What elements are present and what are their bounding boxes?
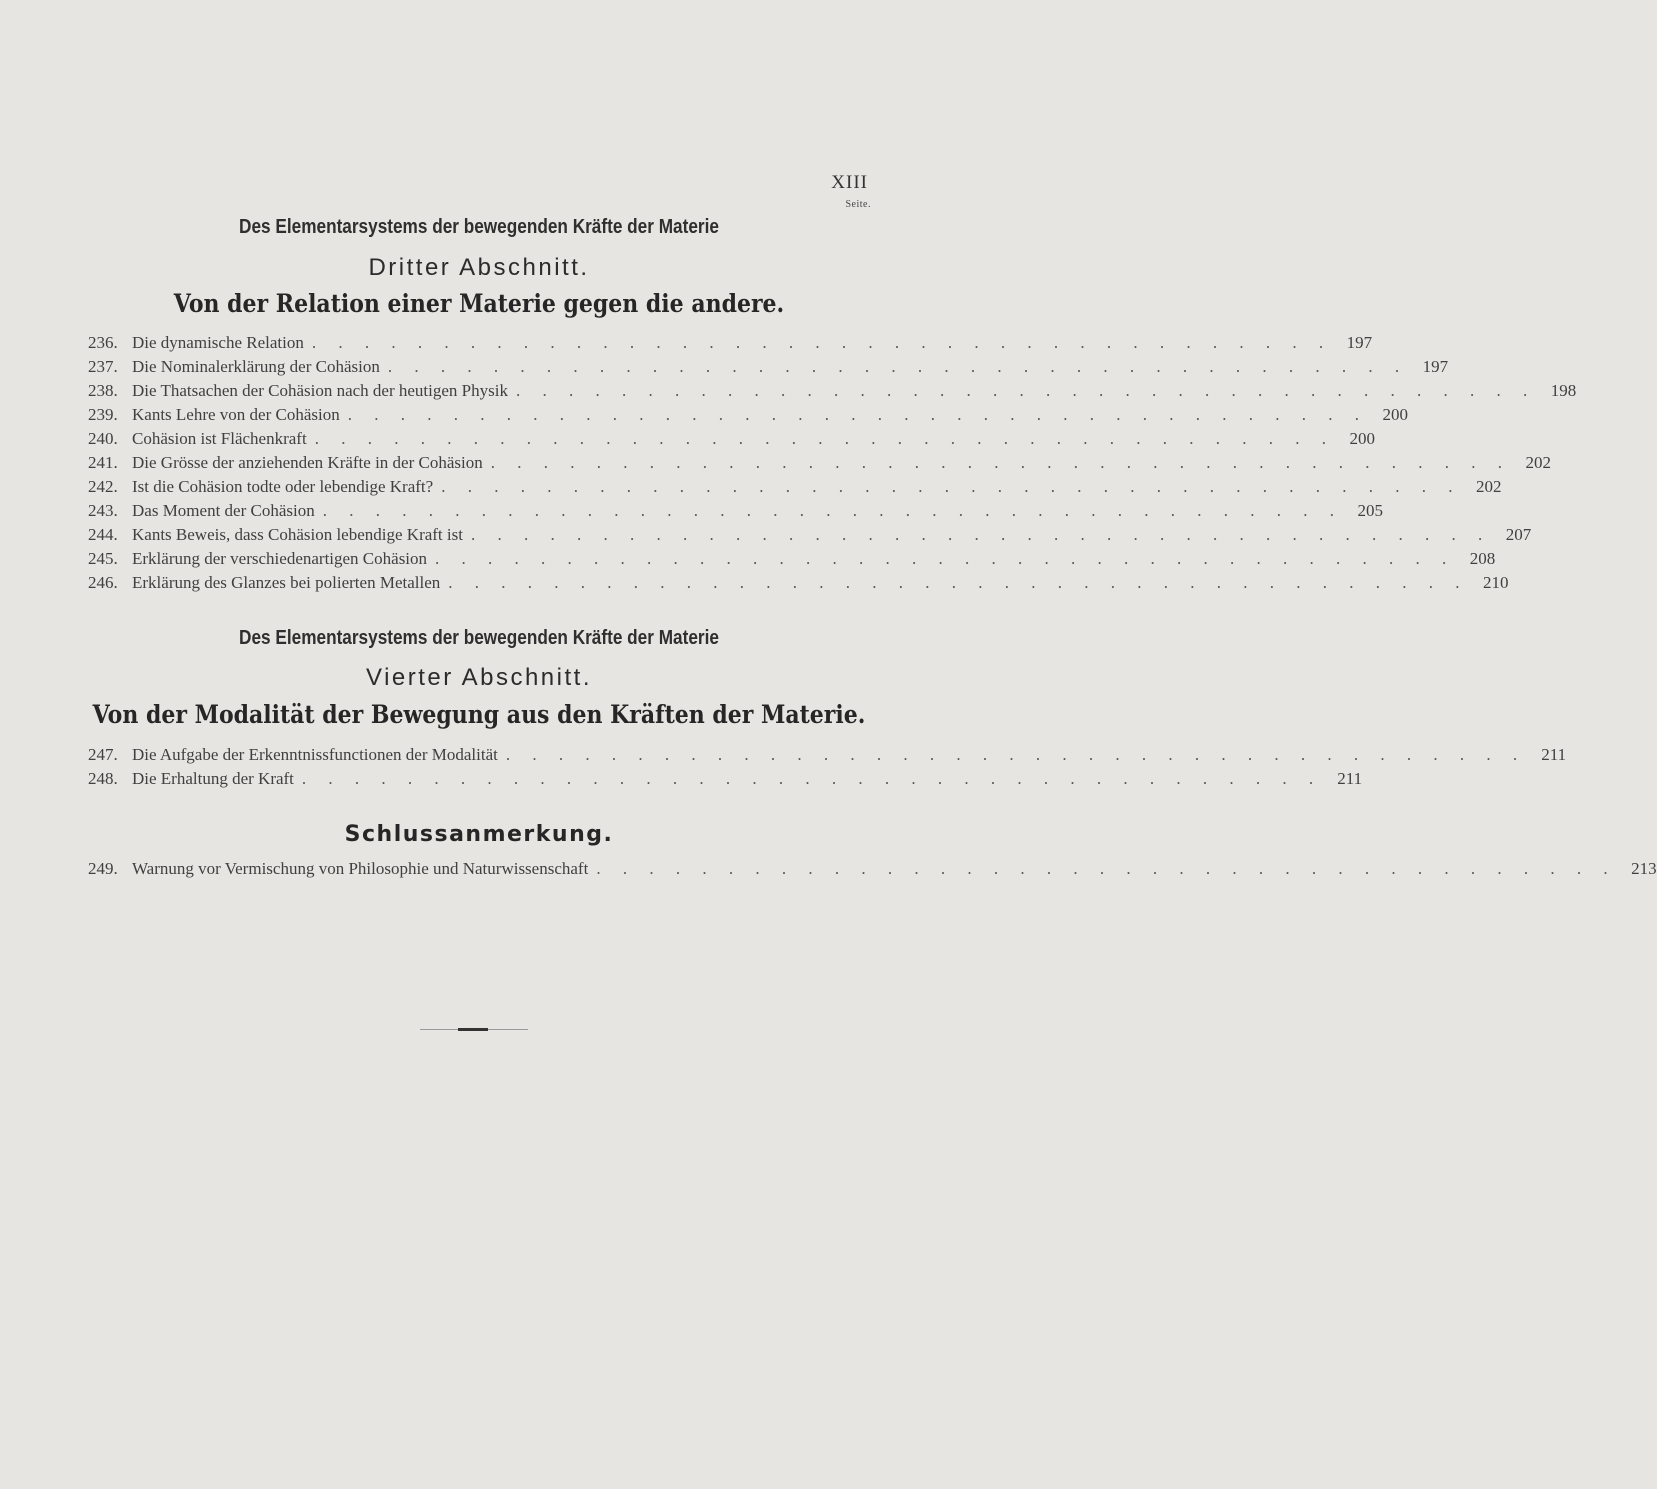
toc-entry[interactable] bbox=[88, 453, 1551, 477]
entry-title: Kants Beweis, dass Cohäsion lebendige Kraft ist bbox=[132, 525, 463, 544]
toc-entry[interactable] bbox=[88, 745, 1567, 769]
entry-page: 213 bbox=[1631, 859, 1657, 878]
abschnitt-title-section-4: Vierter Abschnitt. bbox=[366, 664, 592, 691]
entry-title: Die Grösse der anziehenden Kräfte in der Cohäsion bbox=[132, 453, 483, 472]
entry-number: 243. bbox=[88, 501, 118, 520]
entry-title: Die dynamische Relation bbox=[132, 333, 304, 352]
dot-leader: . . . . . . . . . . . . . . . . . . . . . . . . . . . . . . . . . . . . . . . bbox=[470, 525, 1492, 544]
entry-number: 240. bbox=[88, 429, 118, 448]
entry-title: Ist die Cohäsion todte oder lebendige Kraft? bbox=[132, 477, 434, 496]
abschnitt-title-section-3: Dritter Abschnitt. bbox=[368, 254, 590, 281]
entry-page: 207 bbox=[1505, 525, 1532, 544]
toc-entry[interactable] bbox=[88, 357, 1449, 381]
toc-entry[interactable] bbox=[88, 477, 1502, 501]
entry-number: 241. bbox=[88, 453, 118, 472]
dot-leader: . . . . . . . . . . . . . . . . . . . . . . . . . . . . . . . . . . . . . . . bbox=[311, 333, 1333, 352]
entry-page: 211 bbox=[1541, 745, 1567, 764]
entry-number: 236. bbox=[88, 333, 118, 352]
entry-page: 202 bbox=[1525, 453, 1551, 472]
toc-entry[interactable] bbox=[88, 525, 1532, 549]
toc-entry[interactable] bbox=[88, 859, 1657, 883]
entry-title: Die Nominalerklärung der Cohäsion bbox=[132, 357, 380, 376]
entry-number: 246. bbox=[88, 573, 118, 592]
entry-number: 247. bbox=[88, 745, 118, 764]
entry-number: 249. bbox=[88, 859, 118, 878]
dot-leader: . . . . . . . . . . . . . . . . . . . . . . . . . . . . . . . . . . . . . . . bbox=[490, 453, 1511, 472]
dot-leader: . . . . . . . . . . . . . . . . . . . . . . . . . . . . . . . . . . . . . . . bbox=[314, 429, 1335, 448]
entry-page: 200 bbox=[1349, 429, 1375, 448]
heading-schlussanmerkung: Schlussanmerkung. bbox=[344, 822, 614, 847]
toc-entry[interactable] bbox=[88, 405, 1408, 429]
dot-leader: . . . . . . . . . . . . . . . . . . . . . . . . . . . . . . . . . . . . . . . bbox=[448, 573, 1469, 592]
dot-leader: . . . . . . . . . . . . . . . . . . . . . . . . . . . . . . . . . . . . . . . bbox=[441, 477, 1462, 496]
dot-leader: . . . . . . . . . . . . . . . . . . . . . . . . . . . . . . . . . . . . . . . bbox=[505, 745, 1527, 764]
dot-leader: . . . . . . . . . . . . . . . . . . . . . . . . . . . . . . . . . . . . . . . bbox=[596, 859, 1617, 878]
dot-leader: . . . . . . . . . . . . . . . . . . . . . . . . . . . . . . . . . . . . . . . bbox=[322, 501, 1343, 520]
entry-page: 205 bbox=[1357, 501, 1383, 520]
entry-page: 211 bbox=[1337, 769, 1363, 788]
heading-section-4: Von der Modalität der Bewegung aus den Kräften der Materie. bbox=[92, 700, 866, 729]
entry-title: Die Thatsachen der Cohäsion nach der heutigen Physik bbox=[132, 381, 508, 400]
entry-number: 242. bbox=[88, 477, 118, 496]
toc-entry[interactable] bbox=[88, 769, 1363, 793]
heading-section-3: Von der Relation einer Materie gegen die andere. bbox=[173, 289, 785, 318]
entry-page: 197 bbox=[1422, 357, 1449, 376]
entry-page: 210 bbox=[1483, 573, 1509, 592]
dot-leader: . . . . . . . . . . . . . . . . . . . . . . . . . . . . . . . . . . . . . . . bbox=[347, 405, 1368, 424]
dot-leader: . . . . . . . . . . . . . . . . . . . . . . . . . . . . . . . . . . . . . . . bbox=[387, 357, 1409, 376]
series-title-section-4: Des Elementarsystems der bewegenden Kräfte der Materie bbox=[239, 627, 719, 649]
toc-entry[interactable] bbox=[88, 429, 1375, 453]
entry-page: 197 bbox=[1346, 333, 1373, 352]
entry-title: Cohäsion ist Flächenkraft bbox=[132, 429, 307, 448]
entry-title: Kants Lehre von der Cohäsion bbox=[132, 405, 340, 424]
toc-entry[interactable] bbox=[88, 573, 1509, 597]
entry-page: 208 bbox=[1469, 549, 1496, 568]
dot-leader: . . . . . . . . . . . . . . . . . . . . . . . . . . . . . . . . . . . . . . . bbox=[301, 769, 1323, 788]
toc-list-closing bbox=[88, 859, 1657, 883]
entry-title: Das Moment der Cohäsion bbox=[132, 501, 315, 520]
entry-number: 244. bbox=[88, 525, 118, 544]
entry-number: 237. bbox=[88, 357, 118, 376]
entry-title: Erklärung des Glanzes bei polierten Metallen bbox=[132, 573, 441, 592]
entry-number: 238. bbox=[88, 381, 118, 400]
entry-number: 245. bbox=[88, 549, 118, 568]
entry-page: 200 bbox=[1382, 405, 1408, 424]
entry-page: 198 bbox=[1550, 381, 1577, 400]
dot-leader: . . . . . . . . . . . . . . . . . . . . . . . . . . . . . . . . . . . . . . . bbox=[515, 381, 1537, 400]
entry-title: Warnung vor Vermischung von Philosophie und Naturwissenschaft bbox=[132, 859, 589, 878]
toc-entry[interactable] bbox=[88, 549, 1496, 573]
dot-leader: . . . . . . . . . . . . . . . . . . . . . . . . . . . . . . . . . . . . . . . bbox=[435, 549, 1456, 568]
toc-entry[interactable] bbox=[88, 381, 1577, 405]
entry-page: 202 bbox=[1475, 477, 1502, 496]
toc-entry[interactable] bbox=[88, 333, 1373, 357]
seite-column-label: Seite. bbox=[845, 199, 871, 210]
entry-number: 248. bbox=[88, 769, 118, 788]
closing-rule-accent bbox=[458, 1028, 488, 1031]
entry-number: 239. bbox=[88, 405, 118, 424]
entry-title: Die Erhaltung der Kraft bbox=[132, 769, 294, 788]
entry-title: Erklärung der verschiedenartigen Cohäsion bbox=[132, 549, 428, 568]
toc-entry[interactable] bbox=[88, 501, 1383, 525]
toc-list-section-3 bbox=[88, 333, 1577, 597]
series-title-section-3: Des Elementarsystems der bewegenden Kräfte der Materie bbox=[239, 216, 719, 238]
entry-title: Die Aufgabe der Erkenntnissfunctionen der Modalität bbox=[132, 745, 498, 764]
toc-list-section-4 bbox=[88, 745, 1567, 793]
page-number-roman: XIII bbox=[831, 172, 868, 193]
